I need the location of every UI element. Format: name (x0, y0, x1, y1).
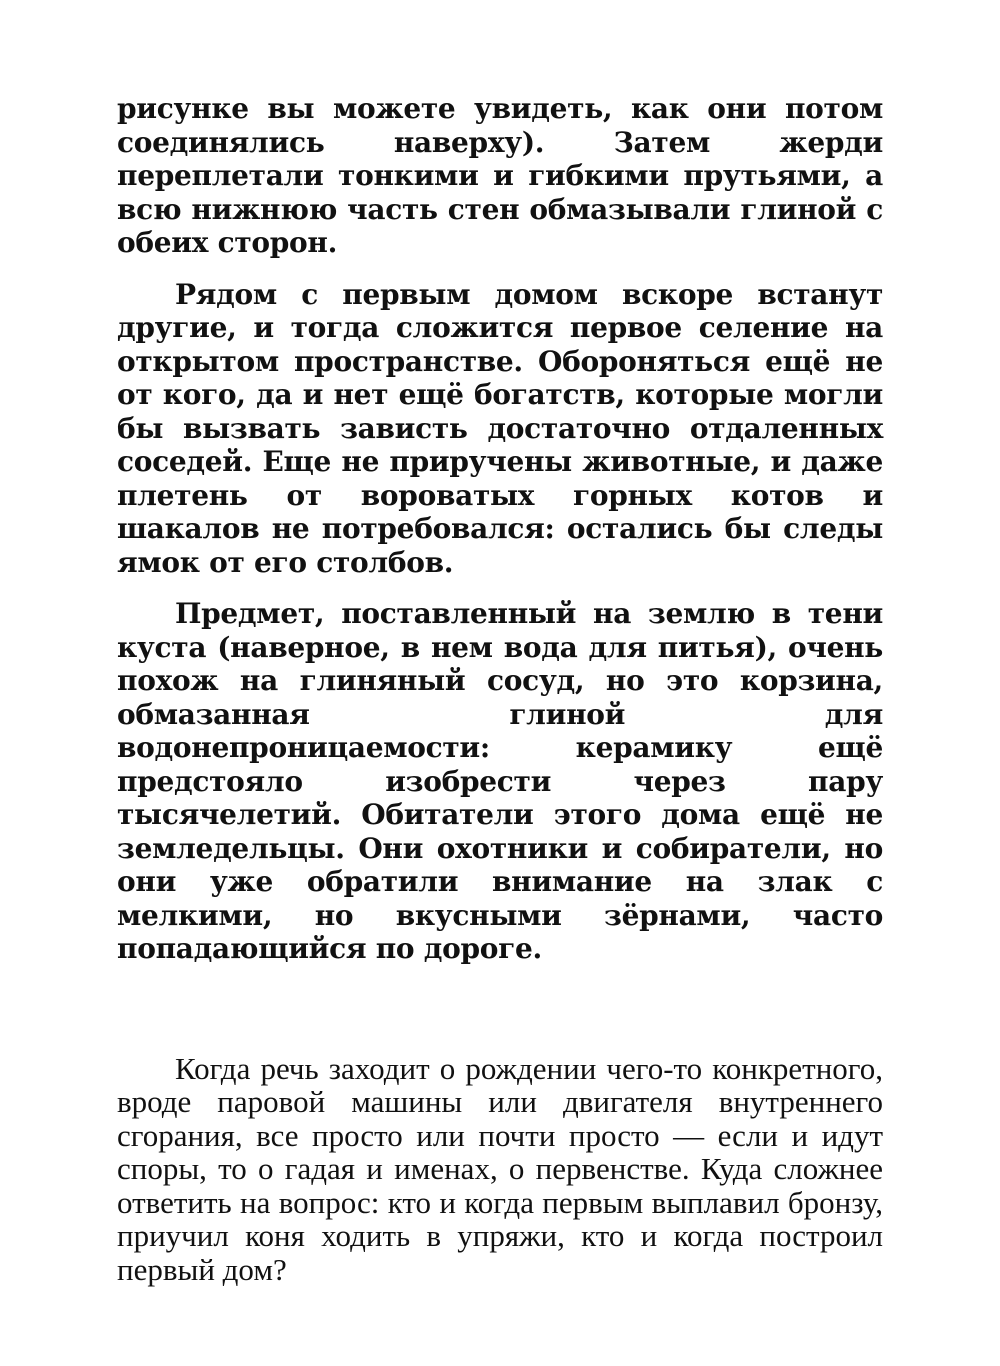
paragraph-continuation: рисунке вы можете увидеть, как они потом соединялись наверху). Затем жерди переплетали тонкими и гибкими прутьями, а всю нижнюю часть стен обмазывали глиной с обеих сторон. (117, 92, 883, 259)
paragraph-first-house-question: Когда речь заходит о рождении чего-то конкретного, вроде паровой машины или двигателя внутреннего сгорания, все просто или почти просто — если и идут споры, то о гадая и именах, о первенстве. Куда сложнее ответить на вопрос: кто и когда первым выплавил бронзу, приучил коня ходить в упряжи, кто и когда построил первый дом? (117, 1050, 883, 1287)
paragraph-basket: Предмет, поставленный на землю в тени куста (наверное, в нем вода для питья), очень похож на глиняный сосуд, но это корзина, обмазанная глиной для водонепроницаемости: керамику ещё предстояло изобрести через пару тысячелетий. Обитатели этого дома ещё не земледельцы. Они охотники и собиратели, но они уже обратили внимание на злак с мелкими, но вкусными зёрнами, часто попадающийся по дороге. (117, 597, 883, 965)
paragraph-settlement: Рядом с первым домом вскоре встанут другие, и тогда сложится первое селение на открытом пространстве. Обороняться ещё не от кого, да и нет ещё богатств, которые могли бы вызвать зависть достаточно отдаленных соседей. Еще не приручены животные, и даже плетень от вороватых горных котов и шакалов не потребовался: остались бы следы ямок от его столбов. (117, 277, 883, 579)
document-page (117, 92, 883, 1286)
